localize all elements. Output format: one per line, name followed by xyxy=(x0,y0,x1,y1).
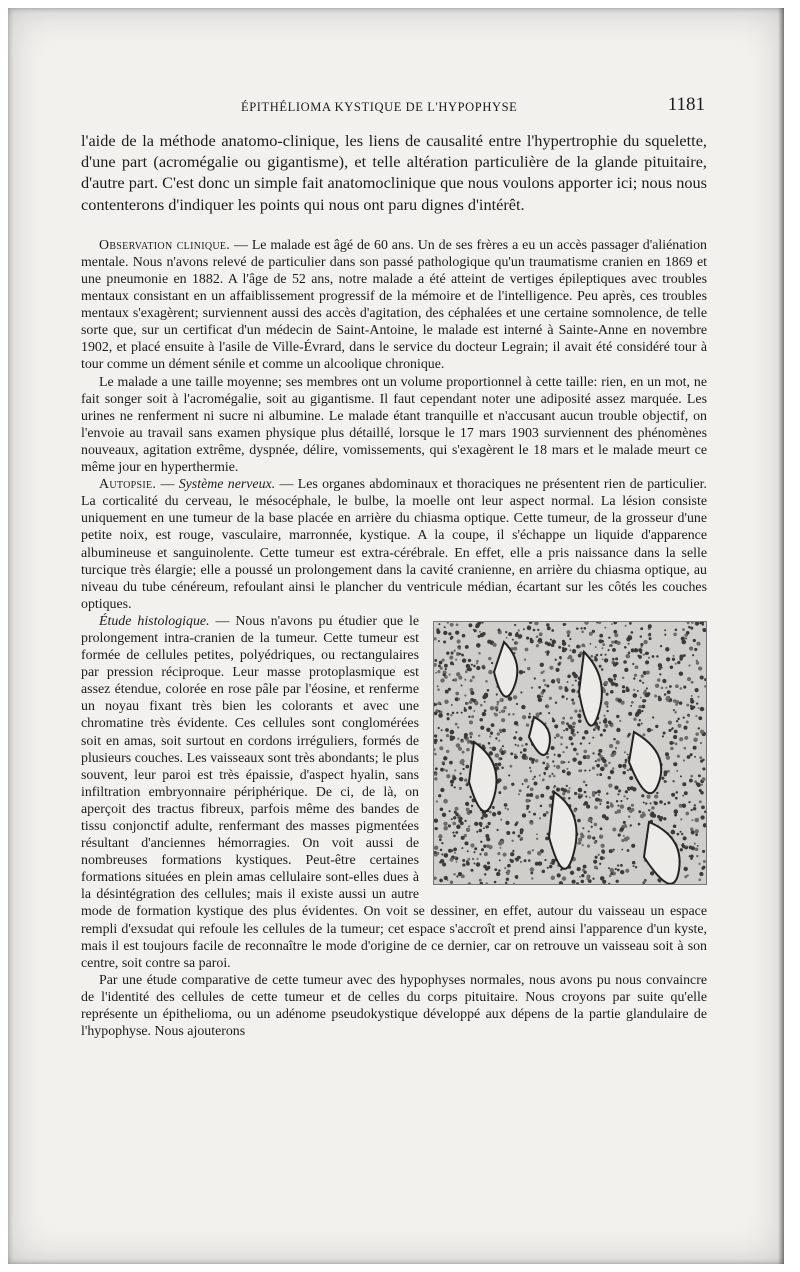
intro-paragraph: l'aide de la méthode anatomo-clinique, les liens de causalité entre l'hypertrophie du squelette, d'une part (acromégalie ou gigantisme), et telle altération particulière de la glande pituitaire, d'autre part. C'est donc un simple fait anatomoclinique que nous voulons apporter ici; nous nous contenterons d'indiquer les points qui nous ont paru dignes d'intérêt. xyxy=(81,131,707,214)
observation-paragraph xyxy=(81,237,707,374)
scanned-page xyxy=(8,8,784,1264)
histologie-label: Étude histologique. xyxy=(99,613,210,629)
micrograph-image xyxy=(434,622,706,884)
page-content xyxy=(81,94,707,1040)
case-report xyxy=(81,237,707,1040)
conclusion-paragraph: Par une étude comparative de cette tumeur avec des hypophyses normales, nous avons pu nous convaincre de l'identité des cellules de cette tumeur et de celles du corps pituitaire. Nous croyons par suite qu'elle représente un épithelioma, ou un adénome pseudokystique développé aux dépens de la partie glandulaire de l'hypophyse. Nous ajouterons xyxy=(81,972,707,1040)
autopsie-label: Autopsie. xyxy=(99,477,157,493)
observation-paragraph-2: Le malade a une taille moyenne; ses membres ont un volume proportionnel à cette taille: rien, en un mot, ne fait songer soit à l'acromégalie, soit au gigantisme. Il faut cependant noter une adiposité assez marquée. Les urines ne renferment ni sucre ni albumine. Le malade étant tranquille et n'accusant aucun trouble objectif, on l'envoie au travail sans examen physique plus détaillé, lorsque le 17 mars 1903 surviennent des phénomènes nouveaux, agitation extrême, dyspnée, délire, vomissements, qui s'exagèrent le 18 mars et le malade meurt ce même jour en hyperthermie. xyxy=(81,374,707,476)
autopsie-text: — Les organes abdominaux et thoraciques ne présentent rien de particulier. La corticalité du cerveau, le mésocéphale, le bulbe, la moelle ont leur aspect normal. La lésion consiste uniquement en une tumeur de la base placée en arrière du chiasma optique. Cette tumeur, de la grosseur d'une petite noix, est rouge, vasculaire, marronnée, kystique. A la coupe, il s'échappe un liquide d'apparence albumineuse et sanguinolente. Cette tumeur est extra-cérébrale. En effet, elle a pris naissance dans la selle turcique très élargie; elle a poussé un prolongement dans la cavité cranienne, en arrière du chiasma optique, au niveau du tube cénéreum, refoulant ainsi le plancher du ventricule médian, écartant sur les côtés les couches optiques. xyxy=(81,477,708,612)
histologie-text: — Nous n'avons pu étudier que le prolongement intra-cranien de la tumeur. Cette tumeur est formée de cellules petites, polyédriques, ou rectangulaires par pression réciproque. Leur masse protoplasmique est assez étendue, colorée en rose pâle par l'éosine, et renferme un noyau fixant très bien les colorants et avec une chromatine très évidente. Ces cellules sont conglomérées soit en amas, soit surtout en cordons irréguliers, formés de plusieurs couches. Les vaisseaux sont très abondants; le plus souvent, leur paroi est très épaissie, d'aspect hyalin, sans infiltration embryonnaire périphérique. De ci, de là, on aperçoit des tractus fibreux, parfois même des bandes de tissu conjonctif adulte, renfermant des masses pigmentées résultant d'anciennes hémorragies. On voit aussi de nombreuses formations kystiques. Peut-être certaines formations situées en plein amas cellulaire sont-elles dues à la désintégration des cellules; mais il existe aussi un autre mode de formation kystique des plus évidentes. On voit se dessiner, en effet, autour du vaisseau un espace rempli d'exsudat qui refoule les cellules de la tumeur; cet espace s'accroît et prend ainsi l'apparence d'un kyste, mais il est toujours facile de reconnaître le mode d'origine de ce dernier, car on retrouve un vaisseau soit à son centre, soit contre sa paroi. xyxy=(81,613,707,971)
observation-label: Observation clinique. xyxy=(99,237,231,253)
running-head xyxy=(81,94,707,122)
page-number: 1181 xyxy=(667,94,705,115)
running-title: ÉPITHÉLIOMA KYSTIQUE DE L'HYPOPHYSE xyxy=(241,100,518,114)
autopsie-paragraph: Autopsie. — Système nerveux. — Les organes abdominaux et thoraciques ne présentent rien de particulier. La corticalité du cerveau, le mésocéphale, le bulbe, la moelle ont leur aspect normal. La lésion consiste uniquement en une tumeur de la base placée en arrière du chiasma optique. Cette tumeur, de la grosseur d'une petite noix, est rouge, vasculaire, marronnée, kystique. A la coupe, il s'échappe un liquide d'apparence albumineuse et sanguinolente. Cette tumeur est extra-cérébrale. En effet, elle a pris naissance dans la selle turcique très élargie; elle a poussé un prolongement dans la cavité cranienne, en arrière du chiasma optique, au niveau du tube cénéreum, refoulant ainsi le plancher du ventricule médian, écartant sur les côtés les couches optiques. xyxy=(81,477,708,612)
autopsie-sublabel: Système nerveux. xyxy=(178,477,276,493)
histology-micrograph-figure xyxy=(433,621,707,885)
histology-section xyxy=(81,613,707,972)
observation-text: — Le malade est âgé de 60 ans. Un de ses frères a eu un accès passager d'aliénation mentale. Nous n'avons relevé de particulier dans son passé pathologique qu'un traumatisme cranien en 1869 et une pneumonie en 1882. A l'âge de 52 ans, notre malade a été atteint de vertiges épileptiques avec troubles mentaux consistant en un affaiblissement progressif de la mémoire et de l'intelligence. Peu après, ces troubles mentaux s'exagèrent; surviennent aussi des accès d'agitation, des céphalées et une certaine somnolence, de telle sorte que, sur un certificat d'un médecin de Saint-Antoine, le malade est interné à Sainte-Anne en novembre 1902, et placé ensuite à l'asile de Ville-Évrard, dans le service du docteur Legrain; il avait été considéré tour à tour comme un dément sénile et comme un alcoolique chronique. xyxy=(81,237,707,373)
